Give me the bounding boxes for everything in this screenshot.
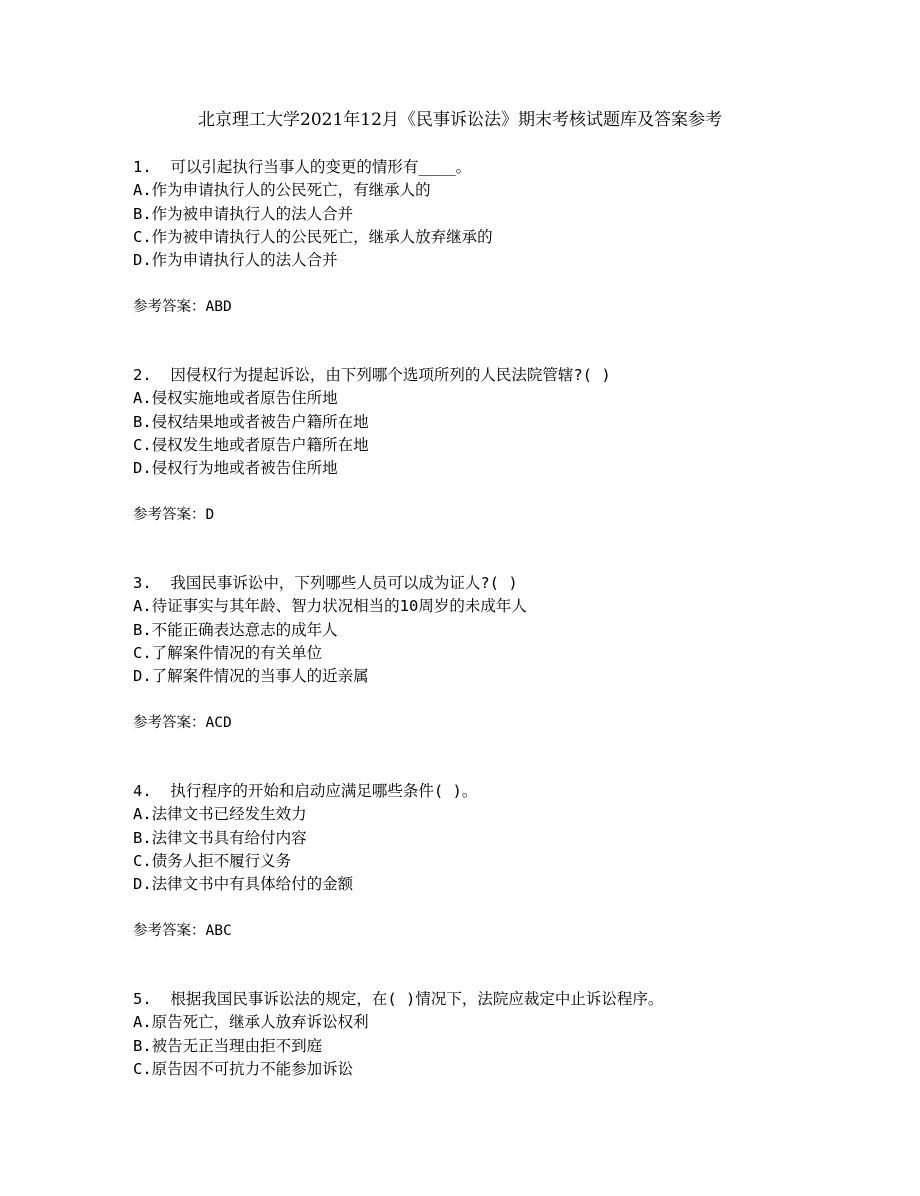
option-c: C.原告因不可抗力不能参加诉讼: [133, 1059, 354, 1078]
option-a: A.作为申请执行人的公民死亡，有继承人的: [133, 181, 431, 200]
option-b: B.侵权结果地或者被告户籍所在地: [133, 412, 369, 431]
question-text: 可以引起执行当事人的变更的情形有____。: [170, 158, 472, 176]
question-text: 因侵权行为提起诉讼，由下列哪个选项所列的人民法院管辖?( ): [170, 366, 611, 384]
option-d: D.作为申请执行人的法人合并: [133, 251, 338, 270]
question-4: [133, 780, 893, 988]
answer-value: ABD: [205, 299, 232, 316]
question-5: [133, 988, 893, 1196]
answer-line: [133, 295, 893, 319]
question-3: [133, 572, 893, 780]
question-number: 3.: [133, 574, 152, 592]
option-b: B.作为被申请执行人的法人合并: [133, 204, 354, 223]
answer-line: [133, 503, 893, 527]
option-a: A.法律文书已经发生效力: [133, 805, 307, 824]
question-number: 1.: [133, 158, 152, 176]
option-d: D.法律文书中有具体给付的金额: [133, 875, 354, 894]
option-d: D.了解案件情况的当事人的近亲属: [133, 667, 369, 686]
question-1: [133, 156, 893, 364]
question-number: 5.: [133, 990, 152, 1008]
question-number: 2.: [133, 366, 152, 384]
question-text: 我国民事诉讼中，下列哪些人员可以成为证人?( ): [170, 574, 518, 592]
option-a: A.待证事实与其年龄、智力状况相当的10周岁的未成年人: [133, 597, 527, 616]
question-stem: [133, 364, 893, 387]
answer-label: 参考答案：: [133, 507, 206, 524]
option-b: B.不能正确表达意志的成年人: [133, 620, 338, 639]
option-d: D.侵权行为地或者被告住所地: [133, 459, 338, 478]
question-2: [133, 364, 893, 572]
option-b: B.法律文书具有给付内容: [133, 828, 307, 847]
answer-label: 参考答案：: [133, 923, 206, 940]
question-stem: [133, 780, 893, 803]
option-c: C.侵权发生地或者原告户籍所在地: [133, 435, 369, 454]
answer-value: D: [205, 507, 215, 524]
question-stem: [133, 156, 893, 179]
answer-label: 参考答案：: [133, 715, 206, 732]
question-text: 执行程序的开始和启动应满足哪些条件( )。: [170, 782, 478, 800]
option-c: C.了解案件情况的有关单位: [133, 643, 323, 662]
document-title: 北京理工大学2021年12月《民事诉讼法》期末考核试题库及答案参考: [198, 110, 722, 130]
answer-value: ACD: [205, 715, 232, 732]
question-number: 4.: [133, 782, 152, 800]
answer-line: [133, 711, 893, 735]
question-stem: [133, 988, 893, 1011]
answer-line: [133, 919, 893, 943]
question-list: [133, 156, 893, 1196]
option-c: C.债务人拒不履行义务: [133, 851, 292, 870]
option-a: A.侵权实施地或者原告住所地: [133, 389, 338, 408]
option-c: C.作为被申请执行人的公民死亡，继承人放弃继承的: [133, 227, 493, 246]
question-stem: [133, 572, 893, 595]
question-text: 根据我国民事诉讼法的规定，在( )情况下，法院应裁定中止诉讼程序。: [170, 990, 664, 1008]
option-a: A.原告死亡，继承人放弃诉讼权利: [133, 1013, 369, 1032]
answer-label: 参考答案：: [133, 299, 206, 316]
option-b: B.被告无正当理由拒不到庭: [133, 1036, 323, 1055]
answer-value: ABC: [205, 923, 232, 940]
